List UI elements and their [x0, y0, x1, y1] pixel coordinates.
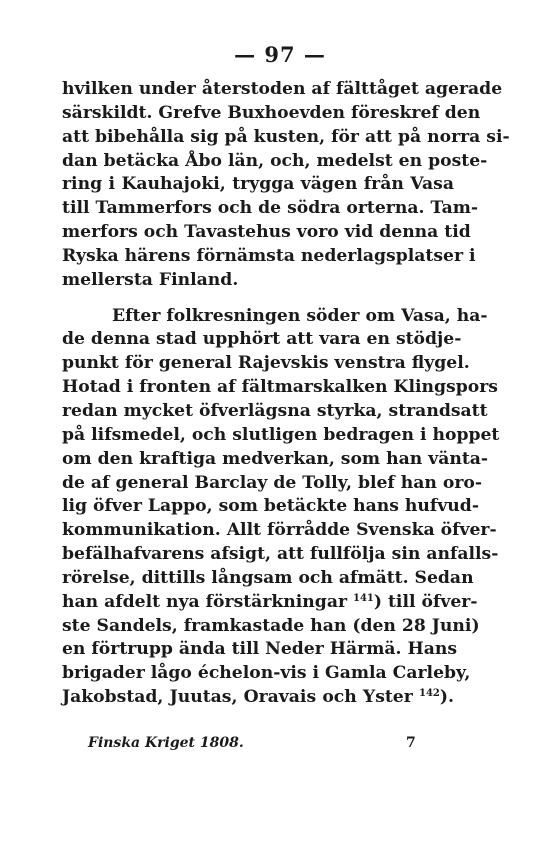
text-line: de af general Barclay de Tolly, blef han oro-	[62, 472, 483, 493]
text-line: Efter folkresningen söder om Vasa, ha-	[112, 305, 488, 326]
text-line-with-footnote	[62, 591, 478, 615]
text-line: de denna stad upphört att vara en stödje-	[62, 329, 462, 350]
text-line: Hotad i fronten af fältmarskalken Klingspors	[62, 377, 498, 398]
text-line: att bibehålla sig på kusten, för att på norra si-	[62, 126, 510, 147]
text-line: på lifsmedel, och slutligen bedragen i hoppet	[62, 424, 500, 445]
text-segment: ) till öfver-	[373, 591, 478, 612]
signature-mark: 7	[406, 735, 416, 751]
text-segment: Jakobstad, Juutas, Oravais och Yster	[62, 687, 413, 708]
text-line: punkt för general Rajevskis venstra flygel.	[62, 353, 470, 374]
body-text	[62, 78, 510, 710]
text-line: till Tammerfors och de södra orterna. Tam-	[62, 198, 479, 219]
text-line: rörelse, dittills långsam och afmätt. Sedan	[62, 567, 474, 588]
text-line: hvilken under återstoden af fälttåget agerade	[62, 79, 503, 99]
text-line: särskildt. Grefve Buxhoevden föreskref den	[62, 102, 481, 123]
text-line: ring i Kauhajoki, trygga vägen från Vasa	[62, 174, 454, 195]
text-line: brigader lågo échelon-vis i Gamla Carleby,	[62, 663, 471, 684]
paragraph-gap	[62, 293, 454, 305]
page-number: — 97 —	[234, 42, 326, 67]
text-line-with-footnote	[62, 686, 454, 710]
text-line: en förtrupp ända till Neder Härmä. Hans	[62, 639, 458, 660]
text-segment: han afdelt nya förstärkningar	[62, 591, 348, 612]
text-line: Ryska härens förnämsta nederlagsplatser i	[62, 245, 476, 266]
text-line: om den kraftiga medverkan, som han vänta-	[62, 448, 489, 469]
text-line: redan mycket öfverlägsna styrka, strandsatt	[62, 400, 488, 421]
footer-title: Finska Kriget 1808.	[88, 735, 244, 751]
text-line: kommunikation. Allt förrådde Svenska öfver-	[62, 520, 497, 541]
text-line: dan betäcka Åbo län, och, medelst en poste-	[62, 150, 488, 171]
text-line: lig öfver Lappo, som betäckte hans hufvud-	[62, 496, 479, 517]
footnote-ref: 142	[419, 688, 440, 700]
footnote-ref: 141	[353, 592, 374, 604]
text-segment: ).	[439, 687, 454, 708]
text-line: mellersta Finland.	[62, 269, 239, 290]
text-line: ste Sandels, framkastade han (den 28 Juni)	[62, 615, 480, 636]
text-line: befälhafvarens afsigt, att fullfölja sin anfalls-	[62, 544, 499, 565]
text-line: merfors och Tavastehus voro vid denna tid	[62, 222, 471, 243]
